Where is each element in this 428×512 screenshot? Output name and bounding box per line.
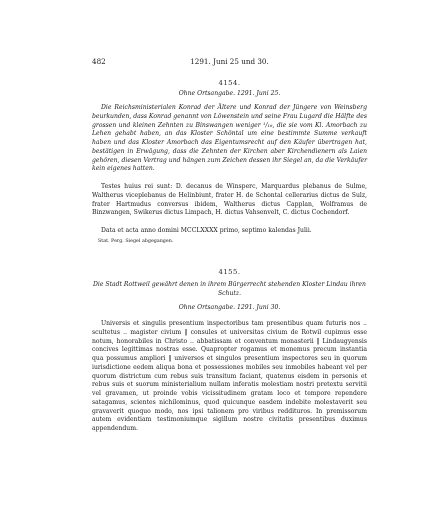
- place-date: Ohne Ortsangabe. 1291. Juni 25.: [178, 90, 281, 97]
- document-text: Universis et singulis presentium inspectoribus tam presentibus quam futuris nos .. scultetus .. magister civium ‖ consules et universitas civium de Rotwil cupimus esse notum, honorabiles in Christo .. abbatissam et conventum monasterii ‖ Lindaugyensis concives legittimas nostras esse. Quapropter rogamus et monemus precum instantia qua possumus ampliori ‖ universos et singulos presentium inspectores seu in quorum iurisdictione eedem aliqua bona et possessiones mobiles seu inmobiles habeant vel per quorum districtum cum rebus suis transitum faciant, quatenus eisdem in personis et rebus suis et suorum ministerialium nullam inferatis molestiam nostri pretextu servitii vel gravamen, ut proinde vobis vicissitudinem gratam loco et tempore rependere satagamus, scientes nichilominus, quod quicunque easdem indebite molestaverit seu gravaverit quoquo modo, nos ipsi talionem pro viribus reddituros. In premissorum autem evidentiam testimoniumque sigillum nostre civitatis presentibus duximus appendendum.: [92, 320, 367, 432]
- running-title: 1291. Juni 25 und 30.: [190, 57, 269, 66]
- dating-clause: Data et acta anno domini MCCLXXXX primo, septimo kalendas Julii.: [101, 227, 312, 234]
- document-number: 4154.: [218, 79, 241, 87]
- regest: Die Stadt Rottweil gewährt denen in ihrem Bürgerrecht stehenden Kloster Lindau ihren Schutz.: [93, 281, 366, 297]
- witness-list: Testes huius rei sunt: D. decanus de Winsperc, Marquardus plebanus de Sulme, Waltherus viceplebanus de Helinbiunt, frater H. de Schontal cellerarius dictus de Sulz, frater Hartmudus conversus ibidem, Waltherus dictus Capplan, Wolframus de Binzwangen, Swikerus dictus Limpach, H. dictus Vahsenvelt, C. dictus Cochendorf.: [92, 183, 367, 217]
- regest: Die Reichsministerialen Konrad der Ältere und Konrad der Jüngere von Weinsberg beurkunden, dass Konrad genannt von Löwenstein und seine Frau Lugard die Hälfte des grossen und kleinen Zehnten zu Binswangen weniger ¹/₁₆, die sie vom Kl. Amorbach zu Lehen gehabt haben, an das Kloster Schöntal um eine bestimmte Summe verkauft haben und das Kloster Amorbach das Eigentumsrecht auf den Käufer übertragen hat, bestätigen in Erwägung, dass die Zehnten der Kirchen aber Kirchendienern als Laien gehören, diesen Vertrag und hängen zum Zeichen dessen ihr Siegel an, da die Verkäufer kein eigenes hatten.: [92, 104, 367, 173]
- source-note: Stat. Perg. Siegel abgegangen.: [98, 239, 174, 244]
- document-number: 4155.: [218, 268, 241, 276]
- place-date: Ohne Ortsangabe. 1291. Juni 30.: [178, 304, 281, 311]
- running-header: [92, 57, 367, 67]
- page-number: 482: [92, 57, 106, 66]
